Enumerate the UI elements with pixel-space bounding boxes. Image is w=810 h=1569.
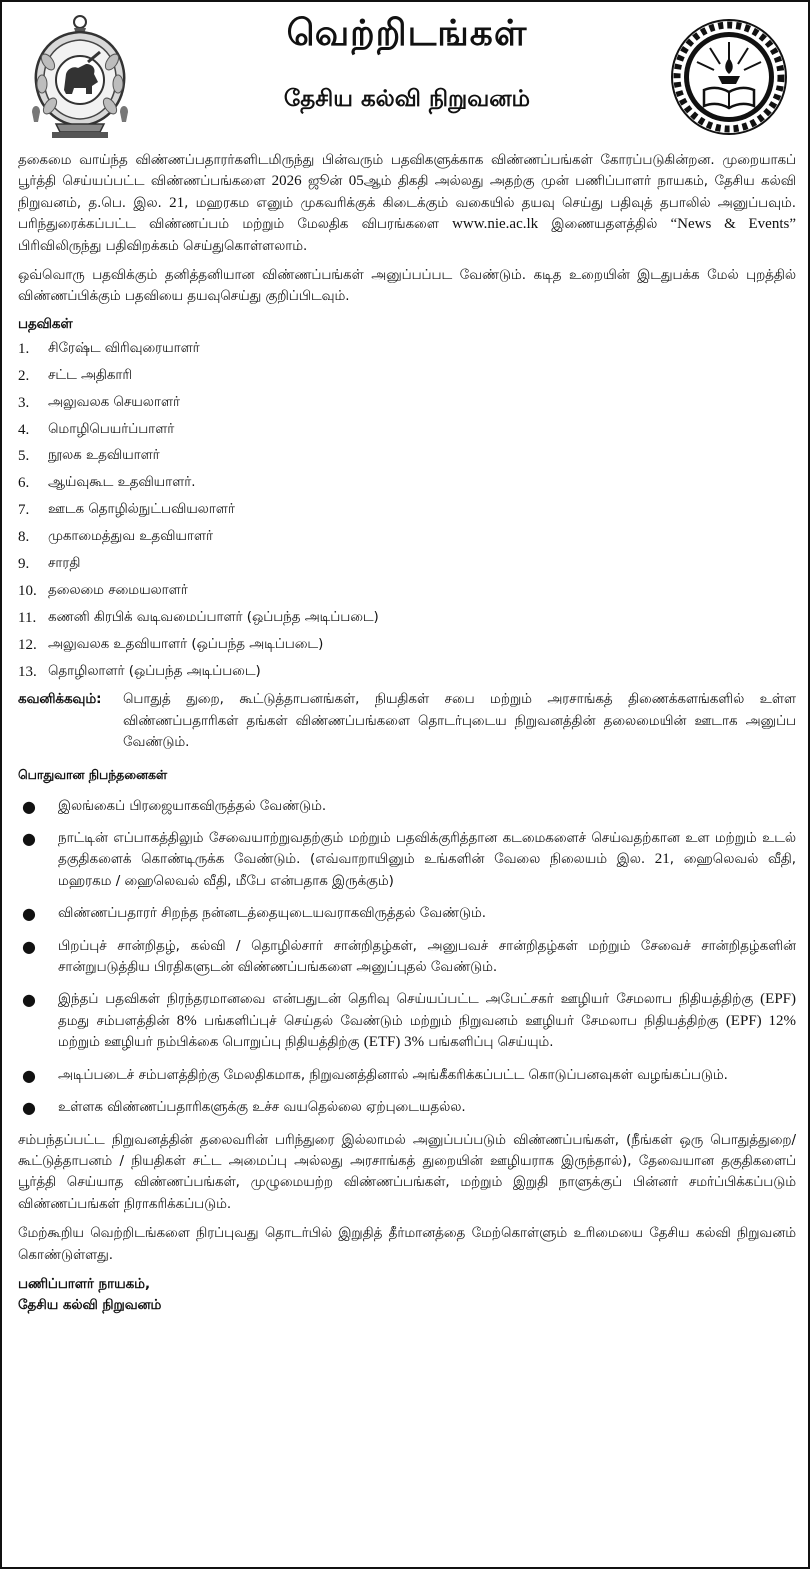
signatory-institution: தேசிய கல்வி நிறுவனம் — [18, 1297, 162, 1313]
post-item — [18, 632, 796, 659]
bullet-icon: ● — [22, 936, 36, 956]
epf-label: (EPF) — [760, 991, 796, 1008]
post-label: அலுவலக உதவியாளர் (ஒப்பந்த அடிப்படை) — [48, 636, 324, 652]
condition-item — [18, 989, 796, 1053]
condition-text: அடிப்படைச் சம்பளத்திற்கு மேலதிகமாக, நிறுவனத்தினால் அங்கீகரிக்கப்பட்ட கொடுப்பனவுகள் வழங்கப்படும். — [58, 1067, 728, 1083]
posts-list — [18, 336, 796, 686]
conditions-heading: பொதுவான நிபந்தனைகள் — [18, 766, 168, 782]
note-label: கவனிக்கவும்: — [18, 692, 102, 708]
note-block — [18, 689, 796, 753]
condition-item — [18, 936, 796, 979]
intro-text-1: தகைமை வாய்ந்த விண்ணப்பதாரர்களிடமிருந்து பின்வரும் பதவிகளுக்காக விண்ணப்பங்கள் கோரப்படுகின்றன. முறையாகப் பூர்த்தி செய்யப்பட்ட விண்ணப்பங்களை — [18, 153, 796, 190]
condition-text: விண்ணப்பதாரர் சிறந்த நன்னடத்தையுடையவராகவிருத்தல் வேண்டும். — [58, 906, 487, 922]
post-label: கணனி கிரபிக் வடிவமைப்பாளர் (ஒப்பந்த அடிப்படை) — [48, 609, 379, 625]
post-item — [18, 524, 796, 551]
intro-text-2: ஜூன் — [301, 174, 349, 190]
notice-body — [18, 150, 796, 1316]
post-label: ஊடக தொழில்நுட்பவியலாளர் — [48, 502, 235, 518]
rights-paragraph: மேற்கூறிய வெற்றிடங்களை நிரப்புவது தொடர்பில் இறுதித் தீர்மானத்தை மேற்கொள்ளும் உரிமையை தேசிய கல்வி நிறுவனம் கொண்டுள்ளது. — [18, 1226, 796, 1263]
closing-day: 05 — [348, 173, 364, 190]
post-label: அலுவலக செயலாளர் — [48, 394, 180, 410]
condition-text: பிறப்புச் சான்றிதழ், கல்வி / தொழில்சார் சான்றிதழ்கள், அனுபவச் சான்றிதழ்கள் மற்றும் சேவைச் சான்றிதழ்களின் சான்றுபடுத்திய பிரதிகளுடன் விண்ணப்பங்களை அனுப்புதல் வேண்டும். — [58, 938, 796, 976]
condition-text — [58, 989, 796, 1053]
post-label: மொழிபெயர்ப்பாளர் — [48, 421, 175, 437]
post-number: 7. — [18, 502, 30, 519]
conditions-list — [18, 796, 796, 1119]
news-events-section: “News & Events” — [670, 216, 796, 233]
post-item — [18, 417, 796, 444]
intro-paragraph — [18, 150, 796, 257]
bullet-icon: ● — [22, 1065, 36, 1085]
post-label: தலைமை சமையலாளர் — [48, 582, 188, 598]
intro-text-3: ஆம் திகதி அல்லது அதற்கு முன் பணிப்பாளர் நாயகம், தேசிய கல்வி நிறுவனம், த.பெ. இல. — [18, 174, 796, 211]
post-item — [18, 551, 796, 578]
institution-name: தேசிய கல்வி நிறுவனம் — [283, 86, 531, 112]
condition-2-text-a: நாட்டின் எப்பாகத்திலும் சேவையாற்றுவதற்கும் மற்றும் பதவிக்குரித்தான கடமைகளைச் செய்வதற்கான உள மற்றும் உடல் தகுதிகளைக் கொண்டிருக்க வேண்டும். (எவ்வாறாயினும் உங்களின் வேலை நிலையம் இல. — [58, 831, 796, 868]
condition-5-text-d: மற்றும் ஊழியர் நம்பிக்கை பொறுப்பு நிதியத்திற்கு — [58, 1035, 364, 1051]
signatory-title: பணிப்பாளர் நாயகம், — [18, 1276, 151, 1292]
rejection-paragraph: சம்பந்தப்பட்ட நிறுவனத்தின் தலைவரின் பரிந்துரை இல்லாமல் அனுப்பப்படும் விண்ணப்பங்கள், (நீங்கள் ஒரு பொதுத்துறை/ கூட்டுத்தாபனம் / நியதிகள் சட்ட அமைப்பு அல்லது அரசாங்கத் துறையின் ஊழியராக இருந்தால்), தேவையான தகுதிகளைப் பூர்த்தி செய்யாத விண்ணப்பங்கள், முழுமையற்ற விண்ணப்பங்கள், மற்றும் இறுதி நாளுக்குப் பின்னர் சமர்ப்பிக்கப்படும் விண்ணப்பங்கள் நிராகரிக்கப்படும். — [18, 1132, 796, 1212]
post-item — [18, 605, 796, 632]
post-number: 2. — [18, 367, 30, 384]
condition-item — [18, 903, 796, 924]
post-number: 8. — [18, 529, 30, 546]
bullet-icon: ● — [22, 796, 36, 816]
post-number: 6. — [18, 475, 30, 492]
bullet-icon: ● — [22, 990, 36, 1010]
post-item — [18, 443, 796, 470]
post-number: 9. — [18, 555, 30, 572]
post-number: 1. — [18, 340, 30, 357]
post-number: 13. — [18, 663, 37, 680]
employee-epf-percent: 8% — [176, 1012, 197, 1029]
condition-text: உள்ளக விண்ணப்பதாரிகளுக்கு உச்ச வயதெல்லை ஏற்புடையதல்ல. — [58, 1100, 466, 1116]
note-text: பொதுத் துறை, கூட்டுத்தாபனங்கள், நியதிகள் சபை மற்றும் அரசாங்கத் திணைக்களங்களில் உள்ள விண்ணப்பதாரிகள் தங்கள் விண்ணப்பங்களை தொடர்புடைய நிறுவனத்தின் தலைமையின் ஊடாக அனுப்ப வேண்டும். — [123, 692, 796, 751]
post-label: ஆய்வுகூட உதவியாளர். — [48, 475, 196, 491]
condition-item — [18, 796, 796, 817]
bullet-icon: ● — [22, 1098, 36, 1118]
condition-5-text-e: பங்களிப்பு செய்யும். — [424, 1035, 554, 1051]
post-number: 12. — [18, 636, 37, 653]
sri-lanka-emblem-icon — [26, 12, 134, 142]
condition-text: இலங்கைப் பிரஜையாகவிருத்தல் வேண்டும். — [58, 798, 327, 814]
post-item — [18, 578, 796, 605]
bullet-icon: ● — [22, 829, 36, 849]
condition-item — [18, 1097, 796, 1118]
post-number: 4. — [18, 421, 30, 438]
notice-header — [2, 2, 808, 152]
nie-logo-icon — [670, 18, 788, 136]
condition-text — [58, 828, 796, 892]
post-label: சிரேஷ்ட விரிவுரையாளர் — [48, 340, 200, 356]
post-item — [18, 363, 796, 390]
etf-percent: (ETF) 3% — [363, 1034, 425, 1051]
post-label: சாரதி — [48, 555, 81, 571]
post-number: 5. — [18, 448, 30, 465]
post-number: 11. — [18, 609, 37, 626]
post-label: நூலக உதவியாளர் — [48, 448, 160, 464]
condition-item — [18, 1065, 796, 1086]
condition-5-text-a: இந்தப் பதவிகள் நிரந்தரமானவை என்பதுடன் தெரிவு செய்யப்பட்ட அபேட்சகர் ஊழியர் சேமலாப நிதியத்திற்கு — [58, 992, 761, 1008]
website-link[interactable]: www.nie.ac.lk — [452, 216, 539, 233]
intro-text-5: இணையதளத்தில் — [538, 217, 671, 233]
posts-heading: பதவிகள் — [18, 316, 73, 332]
intro-text-4: , மஹரகம எனும் முகவரிக்குக் கிடைக்கும் வகையில் தயவு செய்து பதிவுத் தபாலில் அனுப்பவும். பரிந்துரைக்கப்பட்ட விண்ணப்பம் மற்றும் மேலதிக விபரங்களை — [18, 195, 796, 233]
post-label: சட்ட அதிகாரி — [48, 367, 133, 383]
condition-2-text-b: , ஹைலெவல் வீதி, மஹரகம / ஹைலெவல் வீதி, மீபே என்பதாக இருக்கும்) — [58, 852, 796, 889]
separate-application-paragraph: ஒவ்வொரு பதவிக்கும் தனித்தனியான விண்ணப்பங்கள் அனுப்பப்பட வேண்டும். கடித உறையின் இடதுபக்க மேல் புறத்தில் விண்ணப்பிக்கும் பதவியை தயவுசெய்து குறிப்பிடவும். — [18, 268, 796, 305]
condition-5-text-b: தமது சம்பளத்தின் — [58, 1013, 177, 1029]
employer-epf-percent: (EPF) 12% — [725, 1012, 796, 1029]
condition-5-text-c: பங்களிப்புச் செய்தல் வேண்டும் மற்றும் நிறுவனம் ஊழியர் சேமலாப நிதியத்திற்கு — [196, 1013, 726, 1029]
post-item — [18, 470, 796, 497]
bullet-icon: ● — [22, 904, 36, 924]
post-label: தொழிலாளர் (ஒப்பந்த அடிப்படை) — [48, 663, 261, 679]
condition-item — [18, 828, 796, 892]
intro-text-6: பிரிவிலிருந்து பதிவிறக்கம் செய்துகொள்ளலாம். — [18, 238, 308, 254]
work-station-number: 21 — [654, 851, 670, 868]
closing-year: 2026 — [271, 173, 302, 190]
po-box-number: 21 — [169, 194, 185, 211]
post-item — [18, 336, 796, 363]
post-item — [18, 659, 796, 686]
post-label: முகாமைத்துவ உதவியாளர் — [48, 529, 213, 545]
post-number: 3. — [18, 394, 30, 411]
post-item — [18, 497, 796, 524]
signature-block — [18, 1274, 796, 1316]
notice-title: வெற்றிடங்கள் — [286, 13, 528, 54]
post-item — [18, 390, 796, 417]
post-number: 10. — [18, 582, 37, 599]
